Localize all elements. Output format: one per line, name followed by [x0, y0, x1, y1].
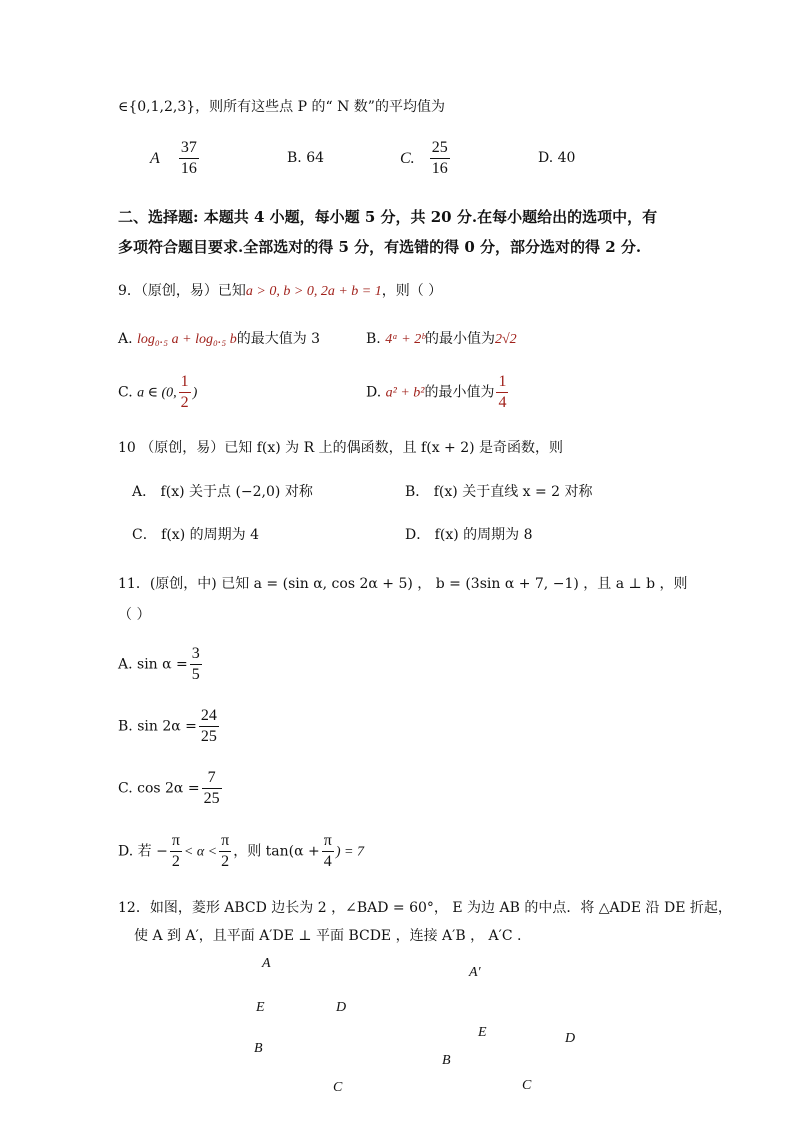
- fig-right-label-a-prime: A′: [469, 965, 481, 980]
- q8-c-letter: C.: [400, 150, 415, 167]
- q9-d-num: 1: [498, 373, 507, 390]
- q10-option-a: A． f(x) 关于点 (−2,0) 对称: [132, 484, 313, 500]
- q9-b-value: 2√2: [495, 332, 517, 347]
- q11-a-num: 3: [191, 645, 200, 662]
- q11-d-frac2: [219, 833, 231, 870]
- q9-option-a: [118, 328, 320, 348]
- q11-c-den: 25: [203, 790, 220, 807]
- q11-option-d: [118, 833, 364, 870]
- q11-c-prefix: C. cos 2α =: [118, 780, 200, 797]
- q9-c-fraction: [179, 374, 191, 411]
- q11-d-end: ) = 7: [335, 844, 364, 860]
- q11-d-frac1: [170, 833, 182, 870]
- q11-d-pi3: π: [323, 832, 332, 849]
- q9-c-num: 1: [180, 373, 189, 390]
- q9-stem-prefix: 9．（原创，易）已知: [118, 283, 246, 299]
- q8-option-c: [400, 140, 452, 177]
- q9-a-suffix: 的最大值为 3: [236, 331, 321, 347]
- q11-b-prefix: B. sin 2α =: [118, 718, 197, 735]
- q12-line2: 使 A 到 A′，且平面 A′DE ⊥ 平面 BCDE ，连接 A′B ， A′C .: [134, 928, 522, 944]
- q12-line1: 12．如图，菱形 ABCD 边长为 2 ，∠BAD = 60°， E 为边 AB 的中点．将 △ADE 沿 DE 折起，: [118, 900, 732, 916]
- fig-left-label-d: D: [336, 1000, 347, 1015]
- q11-paren: （ ）: [118, 607, 151, 623]
- q11-c-num: 7: [207, 769, 216, 786]
- q9-b-suffix: 的最小值为: [425, 331, 495, 347]
- q11-a-den: 5: [191, 666, 200, 683]
- q8-a-num: 37: [180, 139, 197, 156]
- q9-option-c: [118, 374, 197, 411]
- q9-b-prefix: B.: [366, 331, 386, 347]
- q9-b-math: 4ᵃ + 2ᵇ: [385, 332, 425, 347]
- q11-c-fraction: [202, 770, 222, 807]
- q9-a-math: log₀.₅ a + log₀.₅ b: [137, 332, 237, 347]
- q11-option-c: [118, 770, 224, 807]
- q11-d-two2: 2: [221, 853, 230, 870]
- fig-left-label-a: A: [262, 956, 271, 971]
- q11-b-num: 24: [200, 707, 217, 724]
- q11-d-pi1: π: [171, 832, 180, 849]
- fig-left-label-e: E: [256, 1000, 265, 1015]
- q11-stem: 11．(原创，中) 已知 a = (sin α, cos 2α + 5) ， b = (3sin α + 7, −1) ，且 a ⊥ b ，则: [118, 576, 688, 592]
- q11-option-a: [118, 646, 204, 683]
- q8-option-d: D. 40: [538, 150, 576, 166]
- q10-option-d: D． f(x) 的周期为 8: [405, 527, 533, 543]
- section2-line2: 多项符合题目要求.全部选对的得 5 分，有选错的得 0 分，部分选对的得 2 分.: [118, 238, 642, 256]
- q11-d-prefix: D. 若 −: [118, 843, 168, 860]
- fig-left-label-b: B: [254, 1041, 263, 1056]
- prev-question-tail: ∈{0,1,2,3}，则所有这些点 P 的“ N 数”的平均值为: [118, 99, 445, 115]
- q9-d-math: a² + b²: [385, 385, 425, 401]
- fig-right-label-e: E: [478, 1025, 487, 1040]
- q9-c-prefix: C.: [118, 384, 138, 401]
- fig-left-label-c: C: [333, 1080, 343, 1095]
- q9-d-fraction: [496, 374, 508, 411]
- q8-c-den: 16: [431, 160, 448, 177]
- q11-option-b: [118, 708, 221, 745]
- q11-a-prefix: A. sin α =: [118, 656, 188, 673]
- q11-d-mid: < α <: [183, 844, 218, 860]
- q8-a-den: 16: [180, 160, 197, 177]
- q10-stem: 10 （原创，易）已知 f(x) 为 R 上的偶函数，且 f(x + 2) 是奇函数，则: [118, 440, 564, 456]
- fig-right-label-b: B: [442, 1053, 451, 1068]
- fig-right-label-d: D: [565, 1031, 576, 1046]
- q9-c-den: 2: [180, 394, 189, 411]
- q9-d-den: 4: [498, 394, 507, 411]
- q9-option-b: [366, 328, 517, 348]
- q11-b-den: 25: [200, 728, 217, 745]
- q11-d-frac3: [322, 833, 334, 870]
- q11-d-pi2: π: [221, 832, 230, 849]
- q8-c-fraction: [430, 140, 450, 177]
- q9-option-d: [366, 374, 510, 411]
- q8-a-letter: A: [150, 150, 160, 167]
- q9-d-prefix: D.: [366, 384, 386, 401]
- q8-a-fraction: [179, 140, 199, 177]
- q9-d-suffix: 的最小值为: [424, 384, 495, 401]
- q9-stem-math: a > 0, b > 0, 2a + b = 1: [245, 284, 382, 299]
- q9-c-math: a ∈ (0,: [137, 385, 177, 401]
- q10-option-c: C． f(x) 的周期为 4: [132, 527, 259, 543]
- q9-stem: [118, 280, 442, 300]
- q9-stem-suffix: ，则（ ）: [381, 283, 443, 299]
- q11-a-fraction: [190, 646, 202, 683]
- q9-a-prefix: A.: [118, 331, 138, 347]
- q11-d-two1: 2: [171, 853, 180, 870]
- section2-line1: 二、选择题: 本题共 4 小题，每小题 5 分，共 20 分.在每小题给出的选项中，有: [118, 208, 658, 226]
- q11-d-then: ，则 tan(α +: [233, 843, 320, 860]
- q10-option-b: B． f(x) 关于直线 x = 2 对称: [405, 484, 593, 500]
- q11-d-four: 4: [323, 853, 332, 870]
- q9-c-close: ): [192, 385, 198, 401]
- fig-right-label-c: C: [522, 1078, 532, 1093]
- q8-c-num: 25: [431, 139, 448, 156]
- q8-option-b: B. 64: [287, 150, 325, 166]
- q11-b-fraction: [199, 708, 219, 745]
- q8-option-a: [150, 140, 201, 177]
